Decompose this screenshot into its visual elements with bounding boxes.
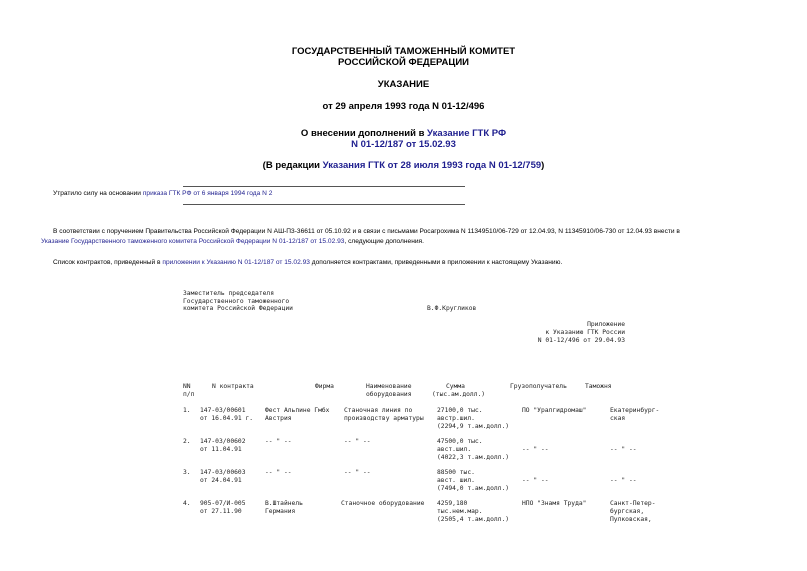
cell-sum: 4259,180 (437, 500, 468, 507)
cell-customs: -- " -- (610, 446, 637, 453)
cell-contract-date: от 16.04.91 г. (200, 415, 254, 422)
paragraph-1-cont (41, 237, 424, 246)
subject-link[interactable]: Указание ГТК РФ (427, 128, 507, 139)
cell-equipment: -- " -- (344, 438, 371, 445)
cell-contract: 147-03/00603 (200, 469, 246, 476)
cell-equipment-2: производству арматуры (344, 415, 424, 422)
signature-line3: комитета Российской Федерации (183, 305, 293, 312)
paragraph-2-link[interactable]: приложении к Указанию N 01-12/187 от 15.02.93 (162, 259, 310, 266)
cell-firm: В.Штайнель (265, 500, 303, 507)
col-header-customs: Таможня (585, 383, 612, 390)
paragraph-1-text: В соответствии с поручением Правительства Российской Федерации N АШ-П3-36611 от 05.10.92 и в связи с письмами Росагрохима N 11349510/06-729 от 12.04.93, N 11345910/06-730 от 12.04.93 внести в (53, 228, 680, 235)
cell-firm: -- " -- (265, 469, 292, 476)
repeal-link[interactable]: приказа ГТК РФ от 6 января 1994 года N 2 (142, 190, 273, 197)
doc-subject-prefix: О внесении дополнений в (300, 128, 428, 139)
cell-equipment: -- " -- (344, 469, 371, 476)
cell-sum: 27100,0 тыс. (437, 407, 483, 414)
appendix-line3: N 01-12/496 от 29.04.93 (537, 337, 625, 344)
cell-contract: 147-03/00601 (200, 407, 246, 414)
cell-contract: 905-07/И-005 (200, 500, 246, 507)
edition-suffix: ) (541, 160, 545, 171)
cell-sum-2: австр.шил. (437, 415, 475, 422)
paragraph-2-prefix: Список контрактов, приведенный в (53, 259, 163, 266)
repeal-notice (53, 189, 272, 198)
cell-n: 2. (183, 438, 191, 445)
paragraph-1-link[interactable]: Указание Государственного таможенного комитета Российской Федерации N 01-12/187 от 15.02.93 (41, 238, 345, 245)
paragraph-1-suffix: , следующие дополнения. (344, 238, 424, 245)
cell-sum-3: (7494,0 т.ам.долл.) (437, 485, 510, 492)
cell-contract-date: от 27.11.90 (200, 508, 242, 515)
col-header-firm: Фирма (315, 383, 334, 390)
repeal-notice-prefix: Утратило силу на основании (53, 190, 143, 197)
cell-contract-date: от 24.04.91 (200, 477, 242, 484)
col-header-name2: оборудования (366, 391, 412, 398)
cell-firm-country: Австрия (265, 415, 292, 422)
cell-sum-3: (2294,9 т.ам.долл.) (437, 423, 510, 430)
col-header-nn2: п/п (183, 391, 195, 398)
edition-prefix: (В редакции (262, 160, 323, 171)
cell-n: 3. (183, 469, 191, 476)
col-header-name1: Наименование (366, 383, 412, 390)
col-header-sum1: Сумма (446, 383, 465, 390)
subject-link-number[interactable]: N 01-12/187 от 15.02.93 (351, 139, 456, 150)
col-header-sum2: (тыс.ам.долл.) (432, 391, 486, 398)
signatory-name: В.Ф.Кругликов (427, 305, 477, 312)
cell-recipient: -- " -- (522, 477, 549, 484)
cell-customs-2: бургская, (610, 508, 645, 515)
signature-line2: Государственного таможенного (183, 298, 290, 305)
appendix-line1: Приложение (587, 321, 625, 328)
cell-equipment: Станочное оборудование (341, 500, 425, 507)
appendix-line2: к Указанию ГТК России (545, 329, 625, 336)
cell-firm: -- " -- (265, 438, 292, 445)
org-name-line1: ГОСУДАРСТВЕННЫЙ ТАМОЖЕННЫЙ КОМИТЕТ (291, 46, 516, 57)
doc-subject-line2 (0, 139, 807, 150)
cell-sum: 88500 тыс. (437, 469, 475, 476)
col-header-nn: NN (183, 383, 191, 390)
cell-recipient: -- " -- (522, 446, 549, 453)
cell-customs: -- " -- (610, 477, 637, 484)
edition-link[interactable]: Указания ГТК от 28 июля 1993 года N 01-12/759 (322, 160, 542, 171)
doc-type: УКАЗАНИЕ (377, 79, 430, 90)
cell-contract: 147-03/00602 (200, 438, 246, 445)
edition-note (0, 160, 807, 171)
col-header-contract: N контракта (212, 383, 254, 390)
cell-contract-date: от 11.04.91 (200, 446, 242, 453)
signature-line1: Заместитель председателя (183, 290, 274, 297)
cell-customs-3: Пулковская, (610, 516, 652, 523)
col-header-recipient: Грузополучатель (510, 383, 567, 390)
cell-sum: 47500,0 тыс. (437, 438, 483, 445)
doc-date: от 29 апреля 1993 года N 01-12/496 (322, 101, 485, 112)
cell-sum-3: (2505,4 т.ам.долл.) (437, 516, 510, 523)
cell-sum-2: тыс.нем.мар. (437, 508, 483, 515)
cell-n: 1. (183, 407, 191, 414)
cell-recipient: ПО "Уралгидромаш" (522, 407, 587, 414)
paragraph-2-suffix: дополняется контрактами, приведенными в приложении к настоящему Указанию. (309, 259, 563, 266)
notice-rule-bottom (183, 204, 465, 205)
cell-recipient: НПО "Знамя Труда" (522, 500, 587, 507)
cell-firm-country: Германия (265, 508, 296, 515)
cell-n: 4. (183, 500, 191, 507)
org-name-line2: РОССИЙСКОЙ ФЕДЕРАЦИИ (337, 57, 469, 68)
cell-sum-2: авст. шил. (437, 477, 475, 484)
cell-firm: Фест Альпине Гмбх (265, 407, 330, 414)
cell-customs-2: ская (610, 415, 626, 422)
paragraph-2 (53, 258, 562, 267)
cell-sum-2: авст.шил. (437, 446, 472, 453)
doc-subject (0, 128, 807, 139)
cell-equipment: Станочная линия по (344, 407, 413, 414)
notice-rule-top (183, 186, 465, 187)
cell-sum-3: (4022,3 т.ам.долл.) (437, 454, 510, 461)
cell-customs: Екатеринбург- (610, 407, 660, 414)
cell-customs: Санкт-Петер- (610, 500, 656, 507)
